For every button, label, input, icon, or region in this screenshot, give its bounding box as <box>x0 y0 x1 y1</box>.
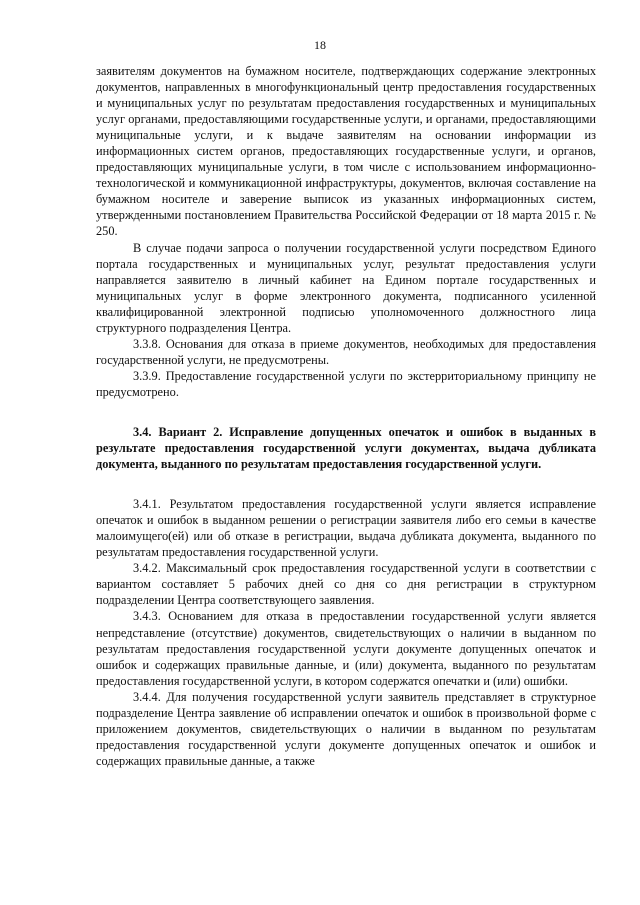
page-number: 18 <box>314 38 326 52</box>
paragraph-3-3-9: 3.3.9. Предоставление государственной услуги по экстерриториальному принципу не предусмотрено. <box>96 368 596 399</box>
paragraph-3-4-4: 3.4.4. Для получения государственной услуги заявитель представляет в структурное подразделение Центра заявление об исправлении опечаток и ошибок в произвольной форме с приложением документов, свидетельствующих о наличии в выданном по результатам предоставления государственной услуги документе допущенных опечаток и ошибок и содержащих правильные данные, а также <box>96 689 596 768</box>
paragraph-3-4-2: 3.4.2. Максимальный срок предоставления государственной услуги в соответствии с вариантом составляет 5 рабочих дней со дня со дня регистрации в структурном подразделении Центра соответствующего заявления. <box>96 561 596 608</box>
paragraph-3-3-8: 3.3.8. Основания для отказа в приеме документов, необходимых для предоставления государственной услуги, не предусмотрены. <box>96 336 596 367</box>
document-body <box>96 63 596 769</box>
paragraph-3-4-1: 3.4.1. Результатом предоставления государственной услуги является исправление опечаток и ошибок в выданном решении о регистрации заявителя либо его семьи в качестве малоимущего(ей) или об отказе в регистрации, выдача дубликата документа, выданного по результатам предоставления государственной услуги. <box>96 497 596 560</box>
section-heading-3-4: 3.4. Вариант 2. Исправление допущенных опечаток и ошибок в выданных в результате предоставления государственной услуги документах, выдача дубликата документа, выданного по результатам предоставления государственной услуги. <box>96 424 596 472</box>
paragraph-epgu-result: В случае подачи запроса о получении государственной услуги посредством Единого портала государственных и муниципальных услуг, результат предоставления услуги направляется заявителю в личный кабинет на Едином портале государственных и муниципальных услуг в форме электронного документа, подписанного усиленной квалифицированной электронной подписью уполномоченного должностного лица структурного подразделения Центра. <box>96 240 596 335</box>
paragraph-3-4-3: 3.4.3. Основанием для отказа в предоставлении государственной услуги является непредставление (отсутствие) документов, свидетельствующих о наличии в выданном по результатам предоставления государственной услуги документе допущенных опечаток и ошибок и содержащих правильные данные, и (или) документа, выданного по результатам предоставления государственной услуги, в котором содержатся опечатки и (или) ошибки. <box>96 609 596 688</box>
paragraph-continuation: заявителям документов на бумажном носителе, подтверждающих содержание электронных документов, направленных в многофункциональный центр предоставления государственных и муниципальных услуг по результатам предоставления государственных и муниципальных услуг органами, предоставляющими государственные услуги, и органами, предоставляющими муниципальные услуги, и к выдаче заявителям на основании информации из информационных систем органов, предоставляющих государственные услуги, и органов, предоставляющих муниципальные услуги, в том числе с использованием информационно-технологической и коммуникационной инфраструктуры, документов, включая составление на бумажном носителе и заверение выписок из указанных информационных систем, утвержденными постановлением Правительства Российской Федерации от 18 марта 2015 г. № 250. <box>96 64 596 239</box>
